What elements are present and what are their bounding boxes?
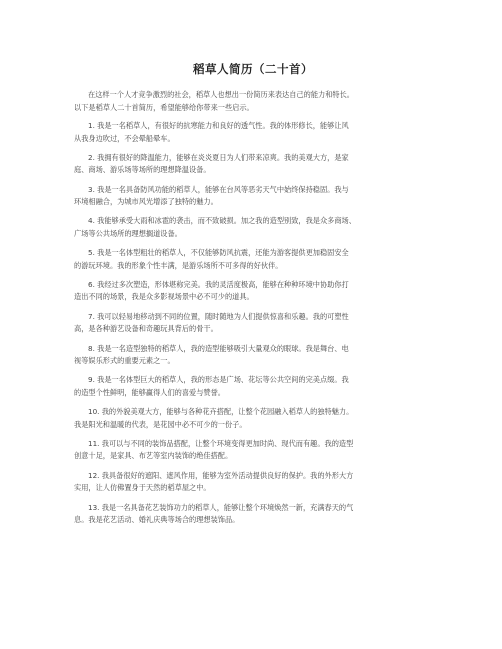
resume-item [74, 152, 432, 177]
resume-item-line: 造出不同的场景，我是众多影视场景中必不可少的道具。 [74, 292, 254, 302]
resume-item [74, 120, 432, 145]
resume-item [74, 406, 432, 431]
resume-item-line: 2. 我拥有很好的降温能力，能够在炎炎夏日为人们带来凉爽。我的美观大方，是家 [88, 152, 349, 162]
resume-item-line: 13. 我是一名具备花艺装饰功力的稻草人，能够让整个环境焕然一新，充满春天的气 [88, 502, 354, 512]
resume-item-line: 7. 我可以轻易地移动到不同的位置，随时随地为人们提供惊喜和乐趣。我的可塑性 [88, 311, 349, 321]
intro-line: 以下是稻草人二十首简历，希望能够给你带来一些启示。 [74, 102, 254, 112]
resume-item-line: 9. 我是一名体型巨大的稻草人，我的形态是广场、花坛等公共空间的完美点缀。我 [88, 375, 349, 385]
resume-item-line: 11. 我可以与不同的装饰品搭配，让整个环境变得更加时尚、现代而有趣。我的造型 [88, 438, 354, 448]
resume-item-line: 庭、商场、游乐场等场所的理想降温设备。 [74, 165, 211, 175]
resume-item-line: 的造型个性鲜明，能够赢得人们的喜爱与赞誉。 [74, 387, 225, 397]
resume-item [74, 311, 432, 336]
resume-item [74, 438, 432, 463]
resume-item [74, 502, 432, 527]
resume-item [74, 343, 432, 368]
resume-item [74, 470, 432, 495]
resume-item-line: 息。我是花艺活动、婚礼庆典等场合的理想装饰品。 [74, 515, 240, 525]
resume-item-line: 3. 我是一名具备防风功能的稻草人，能够在台风等恶劣天气中始终保持稳固。我与 [88, 184, 349, 194]
resume-item-line: 6. 我经过多次塑造，形体堪称完美。我的灵活度极高，能够在种种环境中协助你打 [88, 279, 349, 289]
resume-item [74, 247, 432, 272]
intro-paragraph [74, 89, 432, 114]
document-title: 稻草人简历（二十首） [193, 62, 313, 76]
resume-item-line: 从我身边吹过，不会晕船晕车。 [74, 133, 175, 143]
resume-item-line: 创意十足，是家具、布艺等室内装饰的绝佳搭配。 [74, 451, 233, 461]
resume-item-line: 8. 我是一名造型独特的稻草人，我的造型能够吸引大量观众的眼球。我是舞台、电 [88, 343, 349, 353]
resume-item-line: 我是阳光和温暖的代表，是花园中必不可少的一份子。 [74, 419, 247, 429]
resume-item-line: 1. 我是一名稻草人，有很好的抗寒能力和良好的透气性。我的体形修长，能够让风 [88, 121, 349, 130]
resume-item-line: 广场等公共场所的理想搁道设备。 [74, 228, 182, 238]
resume-item [74, 215, 432, 240]
resume-item-line: 4. 我能够承受大雨和冰雹的袭击，而不致破损。加之我的造型别致，我是众多商场、 [88, 216, 356, 226]
resume-item-line: 10. 我的外貌美观大方，能够与各种花卉搭配，让整个花园融入稻草人的独特魅力。 [88, 407, 354, 417]
resume-item-line: 高，是各种游艺设备和奇趣玩具背后的骨干。 [74, 324, 218, 334]
resume-list [74, 120, 432, 527]
resume-item [74, 279, 432, 304]
resume-item-line: 实用，让人仿佛置身于天然的稻草屋之中。 [74, 483, 211, 493]
resume-item-line: 5. 我是一名体型粗壮的稻草人，不仅能够防风抗震，还能为游客提供更加稳固安全 [88, 248, 349, 258]
resume-item [74, 374, 432, 399]
resume-item-line: 视等娱乐形式的重要元素之一。 [74, 356, 175, 366]
resume-item-line: 环境相融合，为城市风光增添了独特的魅力。 [74, 197, 218, 207]
resume-item [74, 184, 432, 209]
resume-item-line: 的游玩环境。我的形象个性丰满，是游乐场所不可多得的好伙伴。 [74, 260, 283, 270]
resume-item-line: 12. 我具备很好的遮阳、遮风作用，能够为室外活动提供良好的保护。我的外形大方 [88, 470, 354, 480]
intro-line: 在这样一个人才竞争激烈的社会，稻草人也想出一份简历来表达自己的能力和特长。 [88, 90, 354, 99]
